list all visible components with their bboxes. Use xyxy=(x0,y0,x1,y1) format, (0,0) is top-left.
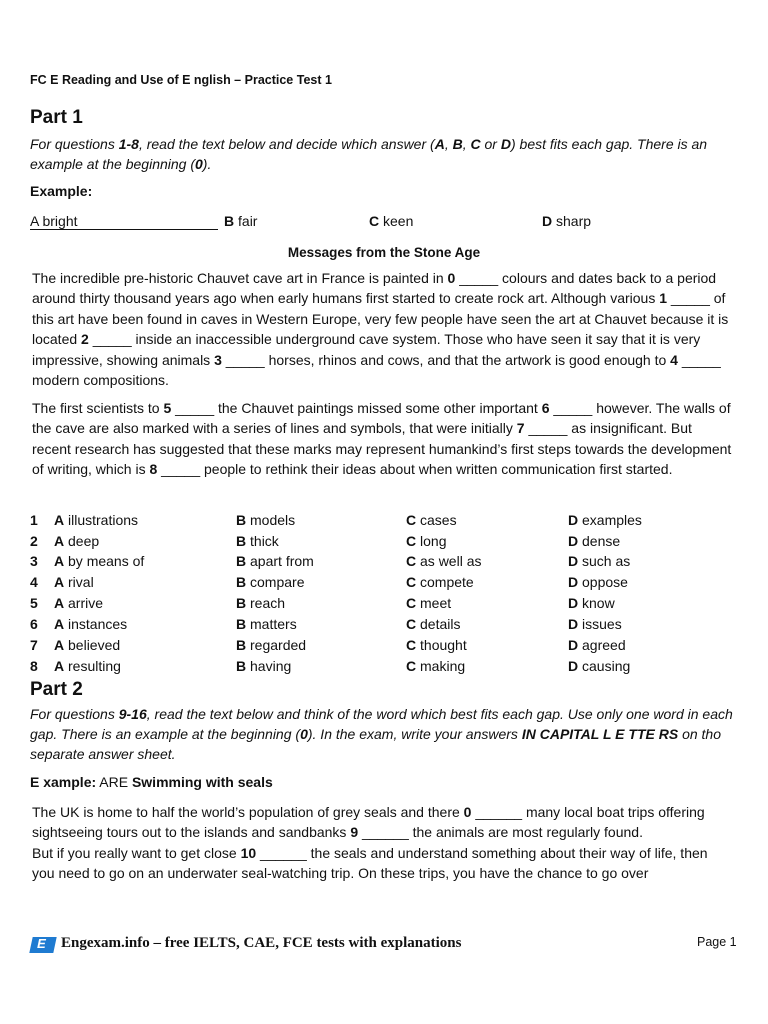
text-run: For questions xyxy=(30,136,119,152)
option-d: D causing xyxy=(568,658,631,674)
engexam-logo-icon: E xyxy=(29,937,56,953)
option-d: D agreed xyxy=(568,637,626,653)
bold-run: 6 xyxy=(541,400,550,416)
option-c: C cases xyxy=(406,512,457,528)
text-run: _____ as insignificant. But recent research has suggested that these marks may represent humankind’s first steps towards the development of writing, which is xyxy=(32,420,732,478)
bold-run: 9-16 xyxy=(118,706,147,722)
part2-example-line xyxy=(30,774,273,790)
question-number: 2 xyxy=(30,533,38,549)
text-run: _____ people to rethink their ideas about when written communication first started. xyxy=(157,461,673,478)
option-a: A instances xyxy=(54,616,128,632)
bold-run: 10 xyxy=(240,844,257,861)
option-c: C details xyxy=(406,616,461,632)
text-run: _____ inside an inaccessible underground cave system. Those who have seen it say that it is very impressive, showing animals xyxy=(32,331,701,368)
option-c: C making xyxy=(406,658,466,674)
part2-example-label: E xample: xyxy=(30,774,97,790)
option-c: C as well as xyxy=(406,553,482,569)
question-number: 6 xyxy=(30,616,38,632)
example-option-a-text: bright xyxy=(42,213,78,229)
option-b: B regarded xyxy=(236,637,307,653)
bold-run: 7 xyxy=(516,420,525,437)
option-a: A believed xyxy=(54,637,121,653)
part1-paragraph-2 xyxy=(32,398,732,480)
bold-run: 4 xyxy=(670,351,678,368)
option-a: A illustrations xyxy=(54,512,139,528)
question-number: 1 xyxy=(30,512,38,528)
bold-run: IN CAPITAL L E TTE RS xyxy=(521,726,679,742)
option-d: D such as xyxy=(568,553,631,569)
option-c: C long xyxy=(406,533,447,549)
question-number: 3 xyxy=(30,553,38,569)
bold-run: 9 xyxy=(350,824,359,841)
bold-run: 1 xyxy=(659,290,668,307)
text-run: ). In the exam, write your answers xyxy=(307,726,522,742)
option-c: C compete xyxy=(406,574,474,590)
text-run: ______ the animals are most regularly found. xyxy=(358,824,643,841)
option-a: A deep xyxy=(54,533,100,549)
bold-run: 0 xyxy=(447,270,456,286)
footer-site-link[interactable]: Engexam.info – free IELTS, CAE, FCE tests with explanations xyxy=(61,935,462,951)
bold-run: 0 xyxy=(300,726,308,742)
option-c: C thought xyxy=(406,637,467,653)
option-a: A rival xyxy=(54,574,94,590)
text-run: ______ the seals and understand something about their way of life, then you need to go on an underwater seal-watching trip. On these trips, you have the chance to go over xyxy=(32,844,708,882)
example-option-b-letter: B xyxy=(224,213,235,229)
text-run: ______ many local boat trips offering sightseeing tours out to the islands and sandbanks xyxy=(32,804,705,841)
part2-heading: Part 2 xyxy=(30,679,83,700)
example-option-c-letter: C xyxy=(369,213,380,229)
bold-run: B xyxy=(452,136,463,152)
part2-instructions xyxy=(30,704,735,764)
bold-run: A xyxy=(434,136,445,152)
text-run: _____ modern compositions. xyxy=(32,351,721,389)
text-run: The first scientists to xyxy=(32,400,164,416)
part2-example-answer: ARE xyxy=(99,774,129,790)
example-option-a-letter: A xyxy=(30,213,39,229)
option-a: A resulting xyxy=(54,658,121,674)
question-number: 8 xyxy=(30,658,38,674)
option-d: D issues xyxy=(568,616,622,632)
text-run: _____ the Chauvet paintings missed some other important xyxy=(171,400,542,416)
text-run: , xyxy=(444,136,453,152)
question-number: 4 xyxy=(30,574,38,590)
option-b: B reach xyxy=(236,595,286,611)
part2-text-title: Swimming with seals xyxy=(131,774,273,790)
example-option-d-letter: D xyxy=(542,213,553,229)
example-option-d-text: sharp xyxy=(556,213,592,229)
option-c: C meet xyxy=(406,595,452,611)
part1-text-title: Messages from the Stone Age xyxy=(287,245,481,260)
text-run: on tho separate answer sheet. xyxy=(30,726,722,762)
option-b: B apart from xyxy=(236,553,314,569)
bold-run: 1-8 xyxy=(118,136,139,152)
text-run: ). xyxy=(202,156,212,172)
bold-run: 8 xyxy=(149,461,158,478)
example-option-c xyxy=(369,213,413,229)
option-a: A arrive xyxy=(54,595,104,611)
example-option-b xyxy=(224,213,257,229)
text-run: _____ horses, rhinos and cows, and that the artwork is good enough to xyxy=(221,351,671,368)
question-number: 5 xyxy=(30,595,38,611)
example-option-d xyxy=(542,213,591,229)
text-run: ) best fits each gap. There is an example at the beginning ( xyxy=(30,136,708,172)
text-run: But if you really want to get close xyxy=(32,844,241,861)
bold-run: 2 xyxy=(81,331,89,348)
part1-paragraph-1 xyxy=(32,268,732,390)
question-number: 7 xyxy=(30,637,38,653)
text-run: , read the text below and think of the word which best fits each gap. Use only one word in each gap. There is an example at the beginning ( xyxy=(30,706,733,742)
document-header: FC E Reading and Use of E nglish – Practice Test 1 xyxy=(30,73,332,87)
bold-run: D xyxy=(500,136,511,152)
bold-run: 5 xyxy=(163,400,172,416)
option-d: D know xyxy=(568,595,615,611)
text-run: or xyxy=(480,136,501,152)
text-run: The UK is home to half the world’s population of grey seals and there xyxy=(32,804,464,820)
bold-run: C xyxy=(470,136,481,152)
option-b: B models xyxy=(236,512,296,528)
part1-heading: Part 1 xyxy=(30,107,83,128)
text-run: _____ of this art have been found in caves in Western Europe, very few people have seen the art at Chauvet because it is located xyxy=(32,290,729,348)
option-d: D oppose xyxy=(568,574,628,590)
option-b: B having xyxy=(236,658,292,674)
text-run: , xyxy=(462,136,471,152)
text-run: _____ colours and dates back to a period around thirty thousand years ago when early humans first started to create rock art. Although various xyxy=(32,270,717,307)
bold-run: 3 xyxy=(214,351,222,368)
option-b: B compare xyxy=(236,574,305,590)
part1-instructions xyxy=(30,134,735,174)
option-b: B thick xyxy=(236,533,279,549)
example-option-c-text: keen xyxy=(383,213,414,229)
part2-paragraph xyxy=(32,802,732,884)
option-d: D dense xyxy=(568,533,621,549)
text-run: For questions xyxy=(30,706,119,722)
example-option-b-text: fair xyxy=(238,213,258,229)
bold-run: 0 xyxy=(195,156,203,172)
example-option-a xyxy=(30,213,218,230)
page-number: Page 1 xyxy=(697,935,737,949)
text-run: The incredible pre-historic Chauvet cave art in France is painted in xyxy=(32,270,448,286)
part1-example-label: Example: xyxy=(30,183,93,199)
option-d: D examples xyxy=(568,512,642,528)
text-run: _____ however. The walls of the cave are also marked with a series of lines and symbols, that were initially xyxy=(32,400,731,437)
bold-run: 0 xyxy=(463,804,472,820)
option-a: A by means of xyxy=(54,553,145,569)
text-run: , read the text below and decide which answer ( xyxy=(138,136,435,152)
option-b: B matters xyxy=(236,616,297,632)
